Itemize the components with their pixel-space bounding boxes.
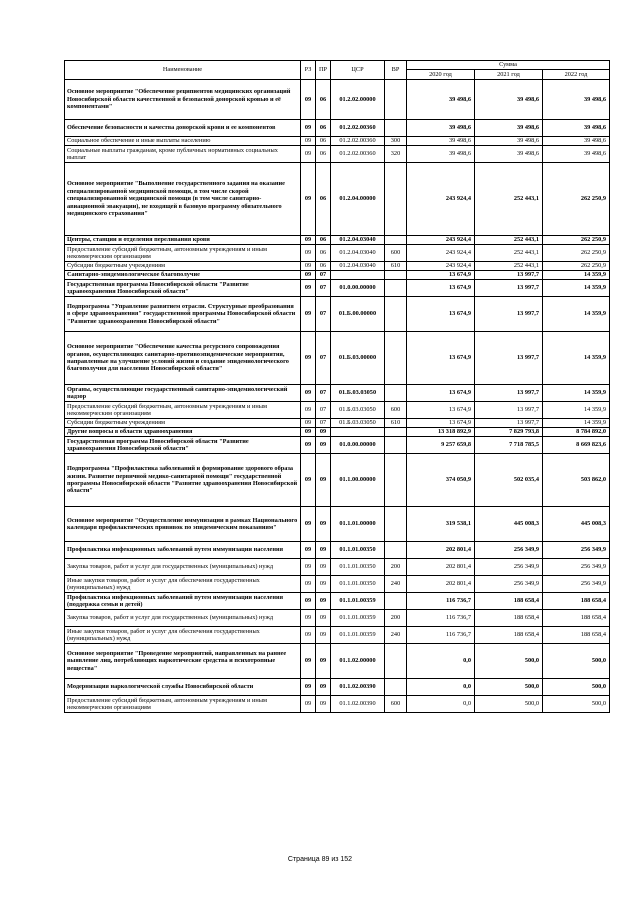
cell-csr: 01.2.02.00360	[331, 137, 385, 146]
cell-rz: 09	[301, 576, 316, 593]
cell-pr: 06	[316, 120, 331, 137]
cell-y2021: 500,0	[475, 696, 543, 713]
table-row	[65, 559, 610, 576]
cell-y2022: 188 658,4	[543, 593, 610, 610]
cell-csr	[331, 271, 385, 280]
cell-y2021: 13 997,7	[475, 419, 543, 428]
table-row	[65, 576, 610, 593]
cell-vr: 240	[385, 627, 407, 644]
cell-csr: 01.2.04.00000	[331, 163, 385, 236]
cell-csr: 01.1.00.00000	[331, 454, 385, 507]
cell-y2021: 500,0	[475, 644, 543, 679]
cell-name: Органы, осуществляющие государственный санитарно-эпидемиологический надзор	[65, 385, 301, 402]
header-name: Наименование	[65, 61, 301, 80]
cell-vr	[385, 437, 407, 454]
cell-vr: 600	[385, 245, 407, 262]
cell-y2021: 188 658,4	[475, 627, 543, 644]
table-row	[65, 419, 610, 428]
cell-y2020: 374 050,9	[407, 454, 475, 507]
header-vr: ВР	[385, 61, 407, 80]
cell-name: Профилактика инфекционных заболеваний путем иммунизации населения	[65, 542, 301, 559]
cell-y2022: 14 359,9	[543, 332, 610, 385]
table-row	[65, 120, 610, 137]
cell-y2020: 13 674,9	[407, 271, 475, 280]
cell-pr: 07	[316, 385, 331, 402]
cell-vr	[385, 542, 407, 559]
cell-name: Основное мероприятие "Выполнение государственного задания на оказание специализированной медицинской помощи, в том числе скорой специализированной медицинской помощи (в том числе санитарно-авиационной эвакуации), не входящей в базовую программу обязательного медицинского страхования"	[65, 163, 301, 236]
cell-csr: 01.1.02.00390	[331, 679, 385, 696]
cell-csr: 01.1.01.00000	[331, 507, 385, 542]
cell-y2020: 116 736,7	[407, 610, 475, 627]
cell-pr: 09	[316, 507, 331, 542]
cell-rz: 09	[301, 280, 316, 297]
cell-csr: 01.Б.03.03050	[331, 419, 385, 428]
cell-y2020: 116 736,7	[407, 627, 475, 644]
table-row	[65, 679, 610, 696]
cell-vr	[385, 679, 407, 696]
table-row	[65, 262, 610, 271]
cell-rz: 09	[301, 120, 316, 137]
cell-rz: 09	[301, 262, 316, 271]
cell-vr: 600	[385, 402, 407, 419]
cell-pr: 07	[316, 332, 331, 385]
cell-pr: 09	[316, 610, 331, 627]
cell-y2021: 500,0	[475, 679, 543, 696]
table-row	[65, 437, 610, 454]
cell-name: Обеспечение безопасности и качества донорской крови и ее компонентов	[65, 120, 301, 137]
table-row	[65, 593, 610, 610]
cell-y2020: 9 257 659,8	[407, 437, 475, 454]
budget-table	[64, 60, 610, 713]
cell-y2020: 116 736,7	[407, 593, 475, 610]
header-rz: РЗ	[301, 61, 316, 80]
table-row	[65, 332, 610, 385]
cell-y2022: 8 669 823,6	[543, 437, 610, 454]
cell-y2022: 14 359,9	[543, 385, 610, 402]
cell-vr: 320	[385, 146, 407, 163]
table-row	[65, 146, 610, 163]
cell-rz: 09	[301, 385, 316, 402]
cell-y2022: 39 498,6	[543, 80, 610, 120]
cell-name: Санитарно-эпидемиологическое благополучие	[65, 271, 301, 280]
cell-pr: 09	[316, 542, 331, 559]
cell-pr: 06	[316, 163, 331, 236]
cell-name: Основное мероприятие "Осуществление иммунизации в рамках Национального календаря профилактических прививок по эпидемическим показаниям"	[65, 507, 301, 542]
cell-y2020: 319 538,1	[407, 507, 475, 542]
cell-y2020: 0,0	[407, 644, 475, 679]
cell-y2021: 256 349,9	[475, 542, 543, 559]
table-row	[65, 80, 610, 120]
cell-rz: 09	[301, 146, 316, 163]
header-pr: ПР	[316, 61, 331, 80]
cell-y2022: 262 250,9	[543, 236, 610, 245]
header-2020: 2020 год	[407, 70, 475, 80]
cell-y2021: 256 349,9	[475, 576, 543, 593]
cell-y2021: 7 829 793,8	[475, 428, 543, 437]
cell-pr: 07	[316, 419, 331, 428]
cell-name: Иные закупки товаров, работ и услуг для обеспечения государственных (муниципальных) нужд	[65, 627, 301, 644]
cell-rz: 09	[301, 437, 316, 454]
header-2022: 2022 год	[543, 70, 610, 80]
cell-y2021: 188 658,4	[475, 593, 543, 610]
cell-pr: 06	[316, 236, 331, 245]
cell-y2021: 252 443,1	[475, 245, 543, 262]
cell-rz: 09	[301, 245, 316, 262]
cell-name: Предоставление субсидий бюджетным, автономным учреждениям и иным некоммерческим организациям	[65, 402, 301, 419]
cell-y2022: 14 359,9	[543, 271, 610, 280]
cell-csr: 01.Б.03.03050	[331, 385, 385, 402]
cell-csr: 01.Б.00.00000	[331, 297, 385, 332]
cell-y2020: 243 924,4	[407, 262, 475, 271]
cell-rz: 09	[301, 137, 316, 146]
cell-pr: 06	[316, 245, 331, 262]
cell-pr: 09	[316, 576, 331, 593]
cell-y2020: 0,0	[407, 696, 475, 713]
table-row	[65, 280, 610, 297]
cell-vr: 240	[385, 576, 407, 593]
cell-name: Субсидии бюджетным учреждениям	[65, 262, 301, 271]
cell-pr: 09	[316, 627, 331, 644]
table-row	[65, 236, 610, 245]
cell-y2020: 243 924,4	[407, 236, 475, 245]
cell-y2021: 13 997,7	[475, 271, 543, 280]
cell-y2020: 13 674,9	[407, 280, 475, 297]
cell-csr: 01.2.02.00000	[331, 80, 385, 120]
cell-vr	[385, 332, 407, 385]
cell-y2020: 202 801,4	[407, 576, 475, 593]
cell-csr	[331, 428, 385, 437]
cell-name: Предоставление субсидий бюджетным, автономным учреждениям и иным некоммерческим организациям	[65, 245, 301, 262]
cell-csr: 01.1.01.00359	[331, 593, 385, 610]
cell-y2020: 202 801,4	[407, 559, 475, 576]
cell-y2022: 262 250,9	[543, 245, 610, 262]
cell-y2021: 252 443,1	[475, 163, 543, 236]
cell-y2020: 13 674,9	[407, 419, 475, 428]
cell-pr: 07	[316, 402, 331, 419]
cell-rz: 09	[301, 402, 316, 419]
cell-rz: 09	[301, 696, 316, 713]
cell-pr: 07	[316, 297, 331, 332]
table-row	[65, 245, 610, 262]
cell-vr	[385, 80, 407, 120]
cell-y2020: 39 498,6	[407, 146, 475, 163]
cell-csr: 01.1.01.00350	[331, 542, 385, 559]
cell-rz: 09	[301, 80, 316, 120]
cell-csr: 01.2.04.03040	[331, 236, 385, 245]
cell-vr	[385, 297, 407, 332]
cell-y2020: 13 674,9	[407, 332, 475, 385]
cell-name: Государственная программа Новосибирской области "Развитие здравоохранения Новосибирской области"	[65, 280, 301, 297]
cell-vr: 600	[385, 696, 407, 713]
cell-vr	[385, 163, 407, 236]
cell-rz: 09	[301, 644, 316, 679]
cell-name: Модернизация наркологической службы Новосибирской области	[65, 679, 301, 696]
cell-rz: 09	[301, 542, 316, 559]
table-row	[65, 163, 610, 236]
cell-rz: 09	[301, 610, 316, 627]
header-2021: 2021 год	[475, 70, 543, 80]
table-row	[65, 137, 610, 146]
cell-y2020: 13 318 892,9	[407, 428, 475, 437]
cell-y2021: 39 498,6	[475, 80, 543, 120]
cell-csr: 01.0.00.00000	[331, 437, 385, 454]
cell-name: Центры, станции и отделения переливания крови	[65, 236, 301, 245]
cell-csr: 01.0.00.00000	[331, 280, 385, 297]
cell-y2022: 39 498,6	[543, 137, 610, 146]
cell-vr: 200	[385, 559, 407, 576]
cell-rz: 09	[301, 332, 316, 385]
cell-vr	[385, 454, 407, 507]
cell-rz: 09	[301, 419, 316, 428]
cell-y2022: 500,0	[543, 696, 610, 713]
cell-y2022: 445 008,3	[543, 507, 610, 542]
table-row	[65, 428, 610, 437]
cell-name: Государственная программа Новосибирской области "Развитие здравоохранения Новосибирской области"	[65, 437, 301, 454]
cell-csr: 01.1.01.00359	[331, 627, 385, 644]
cell-name: Социальное обеспечение и иные выплаты населению	[65, 137, 301, 146]
cell-csr: 01.1.01.00350	[331, 559, 385, 576]
cell-y2022: 14 359,9	[543, 297, 610, 332]
table-row	[65, 271, 610, 280]
cell-name: Социальные выплаты гражданам, кроме публичных нормативных социальных выплат	[65, 146, 301, 163]
cell-vr	[385, 120, 407, 137]
cell-name: Подпрограмма "Управление развитием отрасли. Структурные преобразования в сфере здравоохранения" государственной программы Новосибирской области "Развитие здравоохранения Новосибирской области"	[65, 297, 301, 332]
cell-vr	[385, 644, 407, 679]
cell-y2022: 14 359,9	[543, 280, 610, 297]
cell-csr: 01.Б.03.03050	[331, 402, 385, 419]
cell-y2021: 502 035,4	[475, 454, 543, 507]
cell-name: Основное мероприятие "Обеспечение качества ресурсного сопровождения органов, осуществляющих санитарно-противоэпидемические мероприятия, направленные на улучшение условий жизни и создание эпидемиологического благополучия для населения Новосибирской области"	[65, 332, 301, 385]
table-row	[65, 627, 610, 644]
cell-pr: 07	[316, 271, 331, 280]
cell-y2020: 13 674,9	[407, 297, 475, 332]
table-row	[65, 297, 610, 332]
cell-y2020: 13 674,9	[407, 402, 475, 419]
cell-y2021: 252 443,1	[475, 236, 543, 245]
cell-y2020: 243 924,4	[407, 163, 475, 236]
table-row	[65, 507, 610, 542]
cell-pr: 06	[316, 146, 331, 163]
cell-csr: 01.2.02.00360	[331, 146, 385, 163]
cell-rz: 09	[301, 297, 316, 332]
table-row	[65, 454, 610, 507]
cell-pr: 07	[316, 280, 331, 297]
cell-y2021: 13 997,7	[475, 332, 543, 385]
cell-name: Другие вопросы в области здравоохранения	[65, 428, 301, 437]
page-footer: Страница 89 из 152	[287, 856, 353, 863]
cell-y2020: 39 498,6	[407, 120, 475, 137]
cell-pr: 06	[316, 262, 331, 271]
cell-csr: 01.1.01.00350	[331, 576, 385, 593]
cell-y2020: 13 674,9	[407, 385, 475, 402]
cell-pr: 06	[316, 137, 331, 146]
cell-y2021: 13 997,7	[475, 280, 543, 297]
cell-name: Закупка товаров, работ и услуг для государственных (муниципальных) нужд	[65, 559, 301, 576]
cell-y2020: 202 801,4	[407, 542, 475, 559]
cell-vr	[385, 236, 407, 245]
table-row	[65, 385, 610, 402]
cell-y2021: 13 997,7	[475, 385, 543, 402]
cell-y2020: 243 924,4	[407, 245, 475, 262]
table-body	[65, 80, 610, 713]
budget-table-container	[64, 60, 609, 713]
cell-pr: 09	[316, 593, 331, 610]
cell-rz: 09	[301, 559, 316, 576]
cell-y2021: 256 349,9	[475, 559, 543, 576]
cell-pr: 09	[316, 644, 331, 679]
header-sum: Сумма	[407, 61, 610, 70]
cell-y2022: 14 359,9	[543, 402, 610, 419]
cell-y2022: 188 658,4	[543, 610, 610, 627]
cell-y2021: 188 658,4	[475, 610, 543, 627]
cell-name: Подпрограмма "Профилактика заболеваний и формирование здорового образа жизни. Развитие первичной медико-санитарной помощи" государственной программы Новосибирской области "Развитие здравоохранения Новосибирской области"	[65, 454, 301, 507]
cell-csr: 01.2.02.00360	[331, 120, 385, 137]
cell-y2022: 39 498,6	[543, 146, 610, 163]
cell-vr	[385, 428, 407, 437]
cell-y2022: 188 658,4	[543, 627, 610, 644]
cell-rz: 09	[301, 236, 316, 245]
cell-vr	[385, 593, 407, 610]
cell-y2021: 13 997,7	[475, 402, 543, 419]
cell-y2022: 39 498,6	[543, 120, 610, 137]
cell-pr: 09	[316, 559, 331, 576]
cell-y2021: 7 718 785,5	[475, 437, 543, 454]
cell-vr: 300	[385, 137, 407, 146]
cell-y2022: 262 250,9	[543, 163, 610, 236]
table-row	[65, 644, 610, 679]
cell-name: Основное мероприятие "Обеспечение реципиентов медицинских организаций Новосибирской области качественной и безопасной донорской кровью и её компонентами"	[65, 80, 301, 120]
cell-y2022: 262 250,9	[543, 262, 610, 271]
cell-name: Предоставление субсидий бюджетным, автономным учреждениям и иным некоммерческим организациям	[65, 696, 301, 713]
cell-pr: 09	[316, 454, 331, 507]
cell-rz: 09	[301, 627, 316, 644]
cell-rz: 09	[301, 163, 316, 236]
cell-y2022: 503 862,0	[543, 454, 610, 507]
cell-y2022: 500,0	[543, 644, 610, 679]
cell-vr	[385, 280, 407, 297]
cell-rz: 09	[301, 271, 316, 280]
cell-csr: 01.Б.03.00000	[331, 332, 385, 385]
cell-name: Иные закупки товаров, работ и услуг для обеспечения государственных (муниципальных) нужд	[65, 576, 301, 593]
cell-y2020: 39 498,6	[407, 137, 475, 146]
cell-rz: 09	[301, 507, 316, 542]
cell-y2021: 39 498,6	[475, 137, 543, 146]
cell-vr: 200	[385, 610, 407, 627]
cell-csr: 01.2.04.03040	[331, 262, 385, 271]
cell-vr	[385, 385, 407, 402]
table-row	[65, 610, 610, 627]
cell-vr	[385, 271, 407, 280]
cell-name: Основное мероприятие "Проведение мероприятий, направленных на раннее выявление лиц, потребляющих наркотические средства и психотропные вещества"	[65, 644, 301, 679]
cell-pr: 09	[316, 696, 331, 713]
cell-rz: 09	[301, 593, 316, 610]
cell-vr	[385, 507, 407, 542]
cell-csr: 01.1.01.00359	[331, 610, 385, 627]
cell-name: Субсидии бюджетным учреждениям	[65, 419, 301, 428]
cell-pr: 09	[316, 437, 331, 454]
cell-y2022: 256 349,9	[543, 559, 610, 576]
cell-rz: 09	[301, 454, 316, 507]
cell-pr: 09	[316, 679, 331, 696]
table-row	[65, 402, 610, 419]
cell-vr: 610	[385, 262, 407, 271]
cell-csr: 01.1.02.00000	[331, 644, 385, 679]
cell-rz: 09	[301, 428, 316, 437]
cell-vr: 610	[385, 419, 407, 428]
cell-y2022: 14 359,9	[543, 419, 610, 428]
cell-y2020: 0,0	[407, 679, 475, 696]
cell-csr: 01.1.02.00390	[331, 696, 385, 713]
cell-y2021: 252 443,1	[475, 262, 543, 271]
cell-rz: 09	[301, 679, 316, 696]
table-row	[65, 696, 610, 713]
cell-y2021: 39 498,6	[475, 120, 543, 137]
cell-y2021: 13 997,7	[475, 297, 543, 332]
cell-y2022: 8 784 892,0	[543, 428, 610, 437]
cell-name: Закупка товаров, работ и услуг для государственных (муниципальных) нужд	[65, 610, 301, 627]
cell-y2021: 39 498,6	[475, 146, 543, 163]
cell-csr: 01.2.04.03040	[331, 245, 385, 262]
cell-y2022: 500,0	[543, 679, 610, 696]
cell-pr: 06	[316, 80, 331, 120]
cell-name: Профилактика инфекционных заболеваний путем иммунизации населения (поддержка семьи и детей)	[65, 593, 301, 610]
cell-y2022: 256 349,9	[543, 576, 610, 593]
cell-pr: 09	[316, 428, 331, 437]
header-csr: ЦСР	[331, 61, 385, 80]
table-row	[65, 542, 610, 559]
cell-y2020: 39 498,6	[407, 80, 475, 120]
cell-y2021: 445 008,3	[475, 507, 543, 542]
cell-y2022: 256 349,9	[543, 542, 610, 559]
